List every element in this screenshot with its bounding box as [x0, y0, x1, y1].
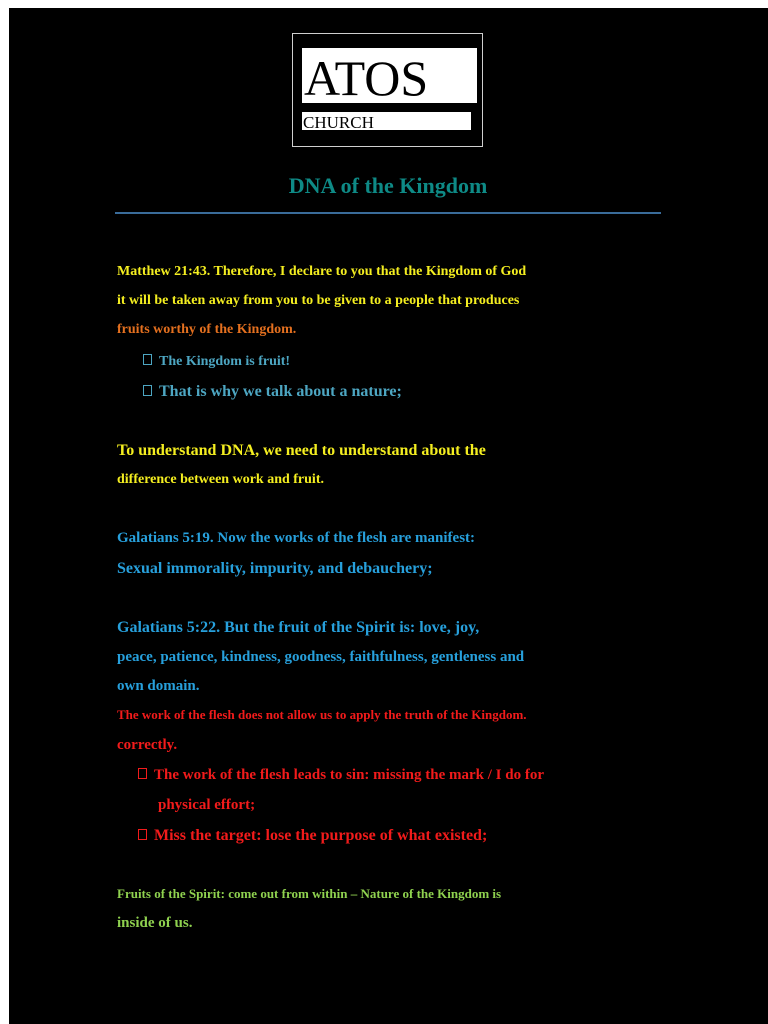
checkbox-bullet-icon: [138, 768, 147, 779]
verse-matthew-line-3: fruits worthy of the Kingdom.: [117, 322, 297, 337]
bullet-flesh-sin-continued: physical effort;: [158, 797, 256, 813]
verse-matthew-line-1: Matthew 21:43. Therefore, I declare to you that the Kingdom of God: [117, 264, 527, 279]
warning-line-2: correctly.: [117, 737, 178, 753]
logo-sub-text: CHURCH: [302, 112, 471, 130]
title-divider: [115, 212, 661, 214]
verse-galatians-22-line-2: peace, patience, kindness, goodness, faithfulness, gentleness and: [117, 649, 525, 665]
bullet-text: The Kingdom is fruit!: [159, 354, 291, 369]
bullet-text: Miss the target: lose the purpose of what existed;: [154, 827, 488, 844]
verse-galatians-19-line-1: Galatians 5:19. Now the works of the flesh are manifest:: [117, 530, 476, 546]
bullet-miss-target: [138, 827, 487, 845]
verse-galatians-19-line-2: Sexual immorality, impurity, and debauchery;: [117, 560, 433, 577]
verse-matthew-line-2: it will be taken away from you to be given to a people that produces: [117, 293, 520, 308]
bullet-text: That is why we talk about a nature;: [159, 383, 402, 400]
document-page: [9, 8, 768, 1024]
checkbox-bullet-icon: [143, 354, 152, 365]
bullet-text: The work of the flesh leads to sin: missing the mark / I do for: [154, 767, 545, 783]
bullet-nature: [143, 383, 402, 401]
checkbox-bullet-icon: [143, 385, 152, 396]
church-logo: [292, 33, 483, 147]
checkbox-bullet-icon: [138, 829, 147, 840]
verse-galatians-22-line-1: Galatians 5:22. But the fruit of the Spirit is: love, joy,: [117, 619, 480, 636]
dna-paragraph-line-1: To understand DNA, we need to understand about the: [117, 442, 486, 459]
page-title: DNA of the Kingdom: [288, 173, 488, 198]
bullet-flesh-sin: [138, 767, 544, 784]
warning-line-1: The work of the flesh does not allow us to apply the truth of the Kingdom.: [117, 707, 527, 722]
verse-galatians-22-line-3: own domain.: [117, 678, 200, 694]
closing-line-1: Fruits of the Spirit: come out from within – Nature of the Kingdom is: [117, 886, 502, 901]
dna-paragraph-line-2: difference between work and fruit.: [117, 472, 324, 487]
closing-line-2: inside of us.: [117, 915, 193, 931]
logo-main-text: ATOS: [302, 48, 477, 103]
bullet-kingdom-fruit: [143, 354, 290, 370]
